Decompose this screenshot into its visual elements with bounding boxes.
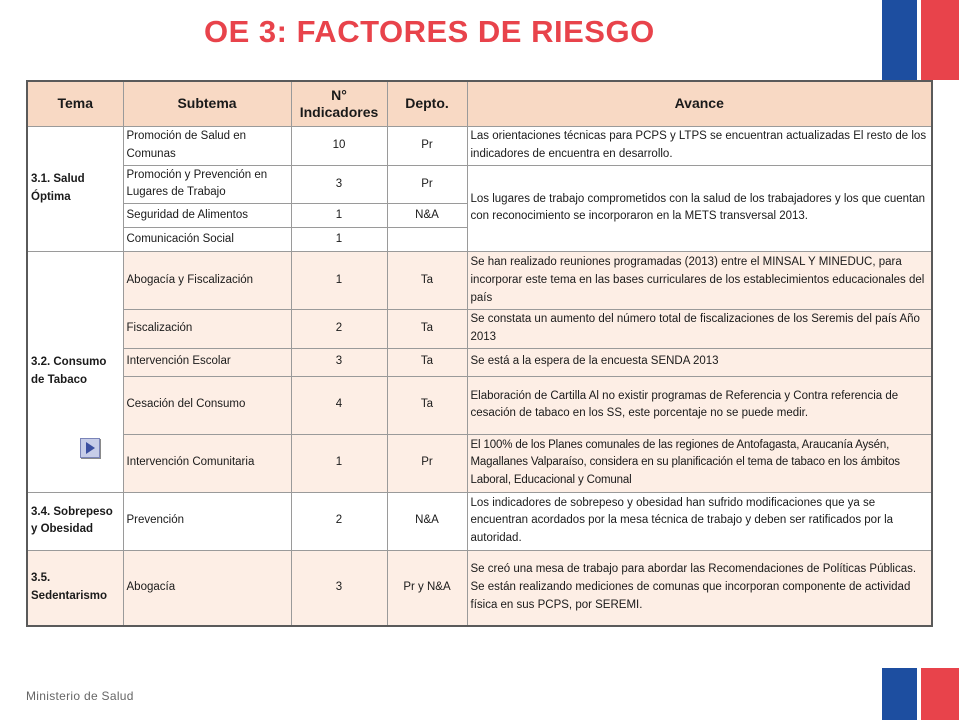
table-row xyxy=(27,348,932,376)
indicadores-cell: 1 xyxy=(291,228,387,252)
subtema-cell: Prevención xyxy=(123,492,291,550)
depto-cell: Ta xyxy=(387,252,467,310)
subtema-cell: Abogacía y Fiscalización xyxy=(123,252,291,310)
indicadores-cell: 1 xyxy=(291,252,387,310)
table-row xyxy=(27,127,932,166)
depto-cell: Pr y N&A xyxy=(387,550,467,626)
depto-cell: Ta xyxy=(387,376,467,434)
play-icon[interactable] xyxy=(80,438,100,458)
risk-factors-table xyxy=(26,80,933,627)
header-tema: Tema xyxy=(27,81,123,127)
depto-cell: N&A xyxy=(387,492,467,550)
subtema-cell: Fiscalización xyxy=(123,310,291,349)
header-indicadores: N° Indicadores xyxy=(291,81,387,127)
table-row xyxy=(27,434,932,492)
depto-cell: Ta xyxy=(387,310,467,349)
subtema-cell: Intervención Comunitaria xyxy=(123,434,291,492)
depto-cell xyxy=(387,228,467,252)
indicadores-cell: 2 xyxy=(291,310,387,349)
table-row xyxy=(27,376,932,434)
table-row xyxy=(27,252,932,310)
tema-cell: 3.1. Salud Óptima xyxy=(27,127,123,252)
avance-cell: Los indicadores de sobrepeso y obesidad han sufrido modificaciones que ya se encuentran acordados por la mesa técnica de trabajo y deben ser ratificados por la autoridad. xyxy=(467,492,932,550)
subtema-cell: Comunicación Social xyxy=(123,228,291,252)
table-row xyxy=(27,310,932,349)
indicadores-cell: 3 xyxy=(291,550,387,626)
avance-cell: Elaboración de Cartilla Al no existir programas de Referencia y Contra referencia de cesación de tabaco en los SS, este porcentaje no se puede medir. xyxy=(467,376,932,434)
avance-cell: Se constata un aumento del número total de fiscalizaciones de los Seremis del país Año 2013 xyxy=(467,310,932,349)
header-depto: Depto. xyxy=(387,81,467,127)
subtema-cell: Seguridad de Alimentos xyxy=(123,204,291,228)
avance-cell: Se creó una mesa de trabajo para abordar las Recomendaciones de Políticas Públicas. Se están realizando mediciones de comunas que incorporan componente de actividad física en sus PCPS, por SEREMI. xyxy=(467,550,932,626)
table-row xyxy=(27,550,932,626)
avance-cell: Los lugares de trabajo comprometidos con la salud de los trabajadores y los que cuentan con reconocimiento se incorporaron en la METS transversal 2013. xyxy=(467,165,932,252)
avance-cell: Se está a la espera de la encuesta SENDA 2013 xyxy=(467,348,932,376)
depto-cell: Pr xyxy=(387,434,467,492)
avance-cell: Las orientaciones técnicas para PCPS y LTPS se encuentran actualizadas El resto de los indicadores de encuentra en desarrollo. xyxy=(467,127,932,166)
flag-decoration-top xyxy=(882,0,959,80)
subtema-cell: Cesación del Consumo xyxy=(123,376,291,434)
avance-cell: Se han realizado reuniones programadas (2013) entre el MINSAL Y MINEDUC, para incorporar este tema en las bases curriculares de los establecimientos educacionales del país xyxy=(467,252,932,310)
footer-label: Ministerio de Salud xyxy=(26,689,134,703)
table-row xyxy=(27,165,932,204)
indicadores-cell: 1 xyxy=(291,204,387,228)
subtema-cell: Promoción de Salud en Comunas xyxy=(123,127,291,166)
tema-cell: 3.2. Consumo de Tabaco xyxy=(27,252,123,493)
indicadores-cell: 4 xyxy=(291,376,387,434)
header-avance: Avance xyxy=(467,81,932,127)
avance-cell: El 100% de los Planes comunales de las regiones de Antofagasta, Araucanía Aysén, Magallanes Valparaíso, considera en su planificación el tema de tabaco en los ámbitos Laboral, Educacional y Comunal xyxy=(467,434,932,492)
depto-cell: Ta xyxy=(387,348,467,376)
tema-cell: 3.4. Sobrepeso y Obesidad xyxy=(27,492,123,550)
subtema-cell: Intervención Escolar xyxy=(123,348,291,376)
subtema-cell: Promoción y Prevención en Lugares de Trabajo xyxy=(123,165,291,204)
depto-cell: N&A xyxy=(387,204,467,228)
indicadores-cell: 3 xyxy=(291,165,387,204)
page-title: OE 3: FACTORES DE RIESGO xyxy=(204,14,655,49)
depto-cell: Pr xyxy=(387,127,467,166)
header-subtema: Subtema xyxy=(123,81,291,127)
depto-cell: Pr xyxy=(387,165,467,204)
indicadores-cell: 3 xyxy=(291,348,387,376)
indicadores-cell: 2 xyxy=(291,492,387,550)
tema-cell: 3.5. Sedentarismo xyxy=(27,550,123,626)
subtema-cell: Abogacía xyxy=(123,550,291,626)
indicadores-cell: 10 xyxy=(291,127,387,166)
flag-decoration-bottom xyxy=(882,668,959,720)
indicadores-cell: 1 xyxy=(291,434,387,492)
table-row xyxy=(27,492,932,550)
